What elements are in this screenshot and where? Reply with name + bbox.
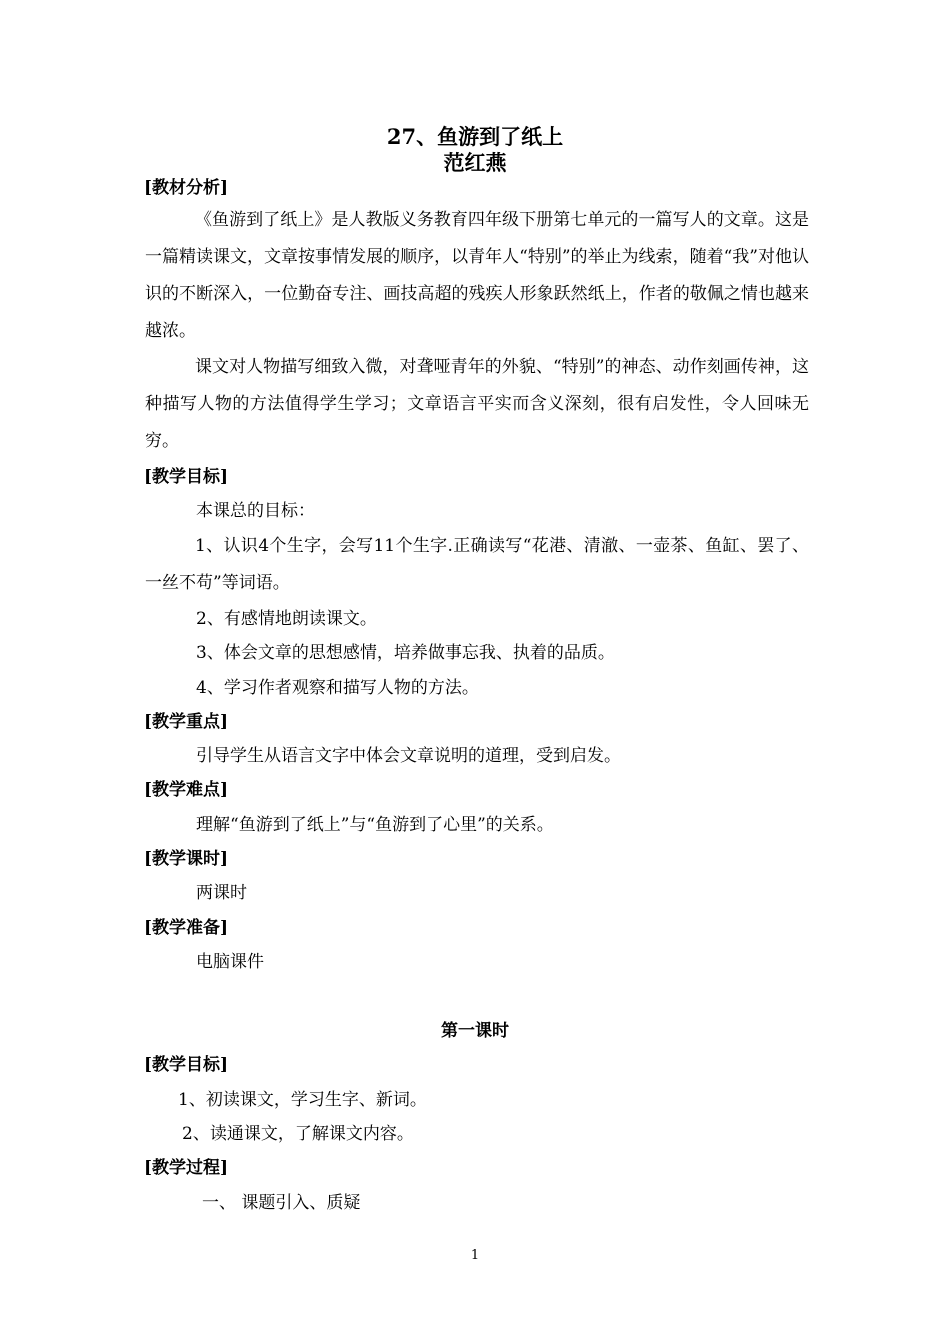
lesson-title: 第一课时 <box>441 1021 509 1041</box>
analysis-paragraph-1: 《鱼游到了纸上》是人教版义务教育四年级下册第七单元的一篇写人的文章。这是一篇精读课文，文章按事情发展的顺序，以青年人“特别”的举止为线索，随着“我”对他认识的不断深入，一位勤奋专注、画技高超的残疾人形象跃然纸上，作者的敬佩之情也越来越浓。 <box>145 210 809 341</box>
heading-analysis: [教材分析] <box>144 178 229 198</box>
heading-lesson-goals: [教学目标] <box>144 1055 229 1075</box>
key-points-text: 引导学生从语言文字中体会文章说明的道理，受到启发。 <box>196 746 621 766</box>
goals-intro: 本课总的目标： <box>196 501 315 521</box>
heading-prep: [教学准备] <box>144 918 229 938</box>
document-title: 27、鱼游到了纸上 <box>386 124 564 149</box>
goal-item-1: 1、认识4个生字，会写11个生字.正确读写“花港、清澈、一壶茶、鱼缸、罢了、一丝不苟”等词语。 <box>145 536 809 593</box>
heading-process: [教学过程] <box>144 1158 229 1178</box>
analysis-paragraph-2: 课文对人物描写细致入微，对聋哑青年的外貌、“特别”的神态、动作刻画传神，这种描写人物的方法值得学生学习；文章语言平实而含义深刻，很有启发性，令人回味无穷。 <box>145 357 809 451</box>
goal-item-3: 3、体会文章的思想感情，培养做事忘我、执着的品质。 <box>196 643 615 663</box>
goal-item-2: 2、有感情地朗读课文。 <box>196 609 377 629</box>
page-number: 1 <box>470 1248 480 1263</box>
heading-key-points: [教学重点] <box>144 712 229 732</box>
heading-difficulties: [教学难点] <box>144 780 229 800</box>
hours-text: 两课时 <box>196 883 247 903</box>
heading-hours: [教学课时] <box>144 849 229 869</box>
process-step-1: 一、 课题引入、质疑 <box>202 1193 361 1213</box>
author-name: 范红燕 <box>443 150 507 175</box>
lesson-goal-2: 2、读通课文，了解课文内容。 <box>182 1124 414 1144</box>
goal-item-4: 4、学习作者观察和描写人物的方法。 <box>196 678 479 698</box>
lesson-goal-1: 1、初读课文，学习生字、新词。 <box>178 1090 427 1110</box>
prep-text: 电脑课件 <box>196 952 264 972</box>
difficulties-text: 理解“鱼游到了纸上”与“鱼游到了心里”的关系。 <box>196 815 554 835</box>
heading-goals: [教学目标] <box>144 467 229 487</box>
